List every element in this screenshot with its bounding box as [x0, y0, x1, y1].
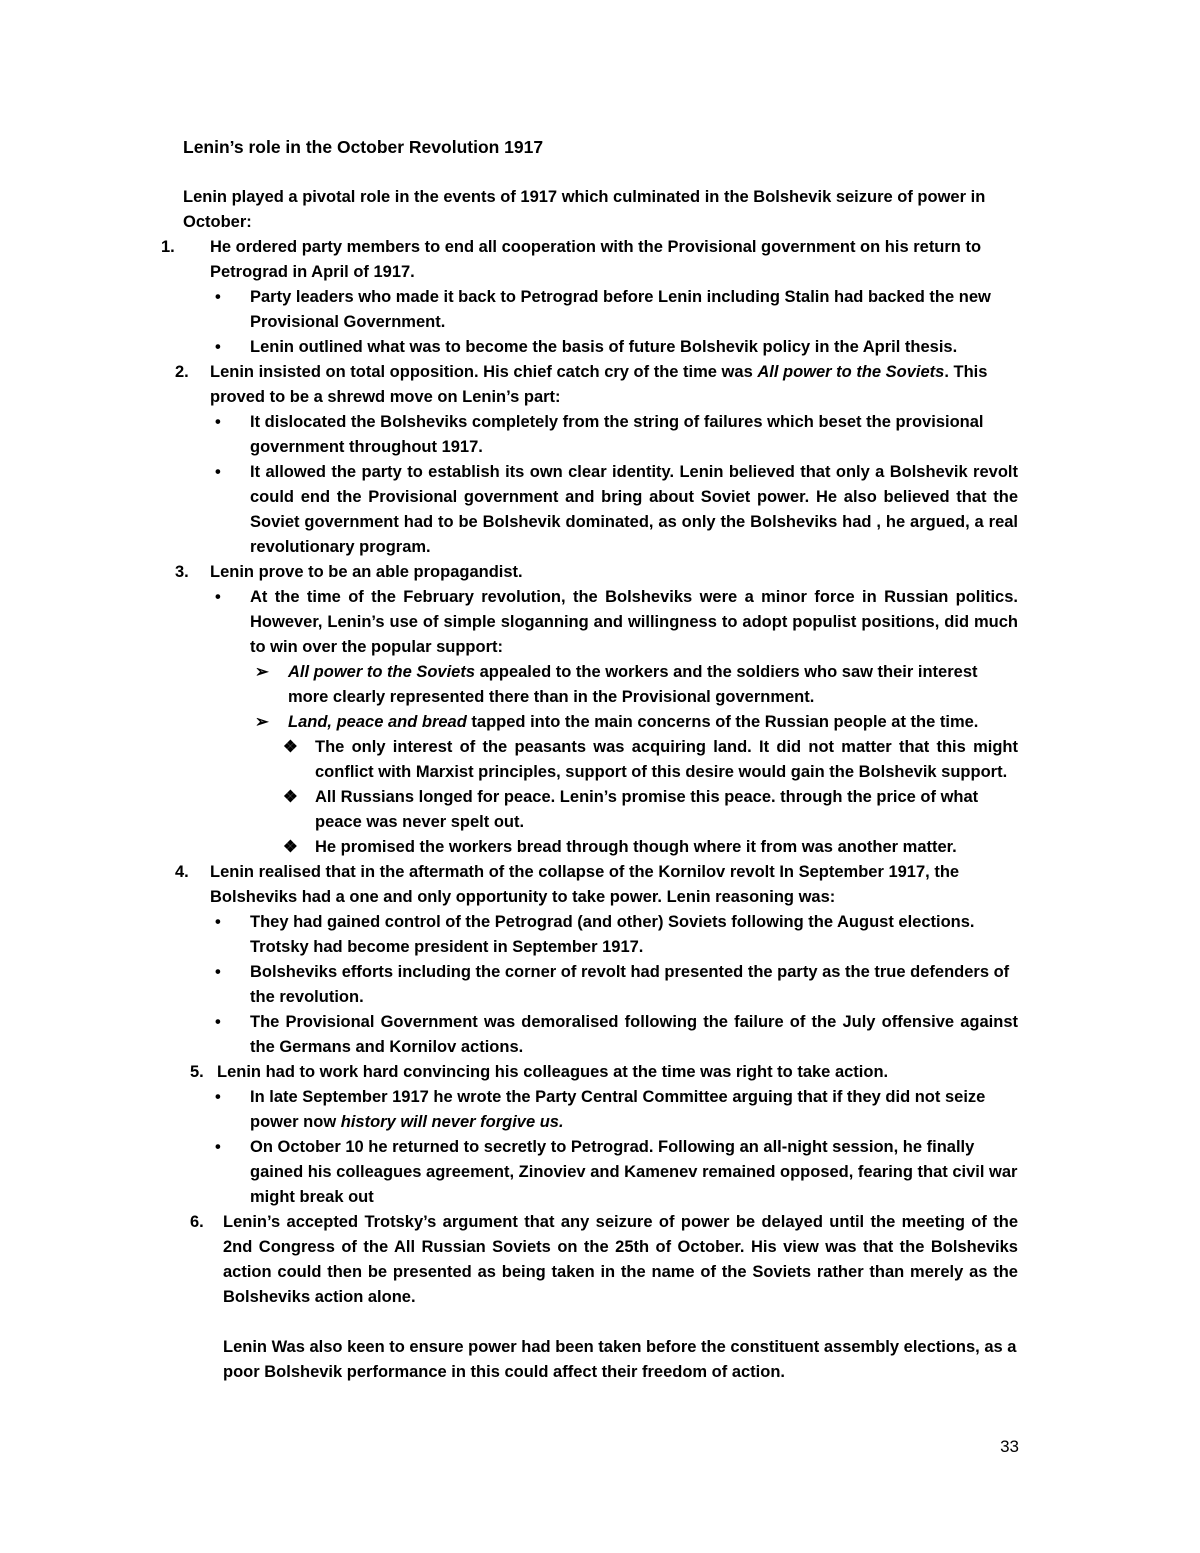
- numbered-item-4: [175, 860, 1018, 910]
- numbered-item-6: [183, 1210, 1018, 1310]
- bullet-icon: •: [215, 963, 221, 981]
- item-number: 4.: [175, 863, 189, 881]
- item-number: 3.: [175, 563, 189, 581]
- text-run: . This proved to be a shrewd move on Lenin’s part:: [210, 363, 988, 406]
- bullet-item: [183, 460, 1018, 560]
- bullet-text: At the time of the February revolution, the Bolsheviks were a minor force in Russian politics. However, Lenin’s use of simple sloganning and willingness to adopt populist positions, did much to win over the popular support:: [250, 588, 1018, 656]
- intro-paragraph: Lenin played a pivotal role in the events of 1917 which culminated in the Bolshevik seizure of power in October:: [183, 188, 986, 231]
- item-number: 6.: [190, 1213, 204, 1231]
- diamond-text: He promised the workers bread through though where it from was another matter.: [315, 838, 957, 856]
- arrow-item: [183, 660, 1018, 710]
- bullet-item: [183, 285, 1018, 335]
- bullet-icon: •: [215, 1138, 221, 1156]
- bullet-item: [183, 335, 1018, 360]
- item-text: Lenin had to work hard convincing his colleagues at the time was right to take action.: [217, 1063, 889, 1081]
- item-text: He ordered party members to end all cooperation with the Provisional government on his return to Petrograd in April of 1917.: [210, 238, 982, 281]
- bullet-icon: •: [215, 588, 221, 606]
- diamond-text: All Russians longed for peace. Lenin’s promise this peace. through the price of what peace was never spelt out.: [315, 788, 979, 831]
- slogan-italic: All power to the Soviets: [757, 363, 945, 381]
- diamond-item: [183, 835, 1018, 860]
- spacer: [183, 1310, 1018, 1335]
- document-body: [161, 135, 1018, 1385]
- item-text: Lenin’s accepted Trotsky’s argument that any seizure of power be delayed until the meeting of the 2nd Congress of the All Russian Soviets on the 25th of October. His view was that the Bolsheviks action could then be presented as being taken in the name of the Soviets rather than merely as the Bolsheviks action alone.: [223, 1213, 1018, 1306]
- slogan-italic: Land, peace and bread: [288, 713, 467, 731]
- page-number: 33: [1000, 1437, 1019, 1456]
- bullet-text: [250, 1085, 1018, 1135]
- diamond-icon: ❖: [283, 788, 298, 806]
- item-number: 1.: [161, 238, 175, 256]
- item-number: 5.: [190, 1063, 204, 1081]
- diamond-item: [183, 735, 1018, 785]
- numbered-item-5: [183, 1060, 1018, 1085]
- slogan-italic: All power to the Soviets: [288, 663, 476, 681]
- bullet-text: Party leaders who made it back to Petrograd before Lenin including Stalin had backed the new Provisional Government.: [250, 288, 991, 331]
- arrow-text: [288, 710, 1018, 735]
- bullet-item: [183, 1010, 1018, 1060]
- numbered-item-3: [175, 560, 1018, 585]
- bullet-icon: •: [215, 413, 221, 431]
- bullet-item: [183, 960, 1018, 1010]
- bullet-text: Lenin outlined what was to become the basis of future Bolshevik policy in the April thesis.: [250, 338, 958, 356]
- bullet-text: Bolsheviks efforts including the corner of revolt had presented the party as the true defenders of the revolution.: [250, 963, 1010, 1006]
- arrow-item: [183, 710, 1018, 735]
- bullet-icon: •: [215, 913, 221, 931]
- bullet-item: [183, 910, 1018, 960]
- arrow-text: [288, 660, 1018, 710]
- diamond-icon: ❖: [283, 838, 298, 856]
- text-run: appealed to the workers and the soldiers who saw their interest more clearly represented there than in the Provisional government.: [288, 663, 978, 706]
- bullet-text: On October 10 he returned to secretly to Petrograd. Following an all-night session, he finally gained his colleagues agreement, Zinoviev and Kamenev remained opposed, fearing that civil war might break out: [250, 1138, 1018, 1206]
- bullet-text: The Provisional Government was demoralised following the failure of the July offensive against the Germans and Kornilov actions.: [250, 1013, 1018, 1056]
- bullet-icon: •: [215, 288, 221, 306]
- bullet-text: It dislocated the Bolsheviks completely from the string of failures which beset the provisional government throughout 1917.: [250, 413, 984, 456]
- closing-text: Lenin Was also keen to ensure power had been taken before the constituent assembly elections, as a poor Bolshevik performance in this could affect their freedom of action.: [223, 1338, 1017, 1381]
- page-title: Lenin’s role in the October Revolution 1917: [183, 137, 544, 157]
- bullet-item: [183, 1135, 1018, 1210]
- item-number: 2.: [175, 363, 189, 381]
- bullet-item: [183, 585, 1018, 660]
- arrow-icon: ➢: [255, 663, 269, 681]
- bullet-icon: •: [215, 463, 221, 481]
- diamond-item: [183, 785, 1018, 835]
- text-run: tapped into the main concerns of the Russian people at the time.: [466, 713, 979, 731]
- item-text: [210, 360, 1018, 410]
- bullet-icon: •: [215, 1088, 221, 1106]
- numbered-item-1: [161, 235, 1018, 285]
- closing-paragraph: [183, 1335, 1018, 1385]
- item-text: Lenin realised that in the aftermath of the collapse of the Kornilov revolt In September 1917, the Bolsheviks had a one and only opportunity to take power. Lenin reasoning was:: [210, 863, 960, 906]
- diamond-text: The only interest of the peasants was acquiring land. It did not matter that this might conflict with Marxist principles, support of this desire would gain the Bolshevik support.: [315, 738, 1018, 781]
- quote-italic: history will never forgive us.: [340, 1113, 564, 1131]
- numbered-item-2: [175, 360, 1018, 410]
- bullet-icon: •: [215, 1013, 221, 1031]
- diamond-icon: ❖: [283, 738, 298, 756]
- bullet-text: They had gained control of the Petrograd (and other) Soviets following the August elections. Trotsky had become president in September 1917.: [250, 913, 975, 956]
- text-run: Lenin insisted on total opposition. His chief catch cry of the time was: [210, 363, 758, 381]
- bullet-item: [183, 1085, 1018, 1135]
- item-text: Lenin prove to be an able propagandist.: [210, 563, 523, 581]
- text-run: In late September 1917 he wrote the Party Central Committee arguing that if they did not seize power now: [250, 1088, 986, 1131]
- bullet-icon: •: [215, 338, 221, 356]
- bullet-item: [183, 410, 1018, 460]
- bullet-text: It allowed the party to establish its own clear identity. Lenin believed that only a Bolshevik revolt could end the Provisional government and bring about Soviet power. He also believed that the Soviet government had to be Bolshevik dominated, as only the Bolsheviks had , he argued, a real revolutionary program.: [250, 463, 1018, 556]
- arrow-icon: ➢: [255, 713, 269, 731]
